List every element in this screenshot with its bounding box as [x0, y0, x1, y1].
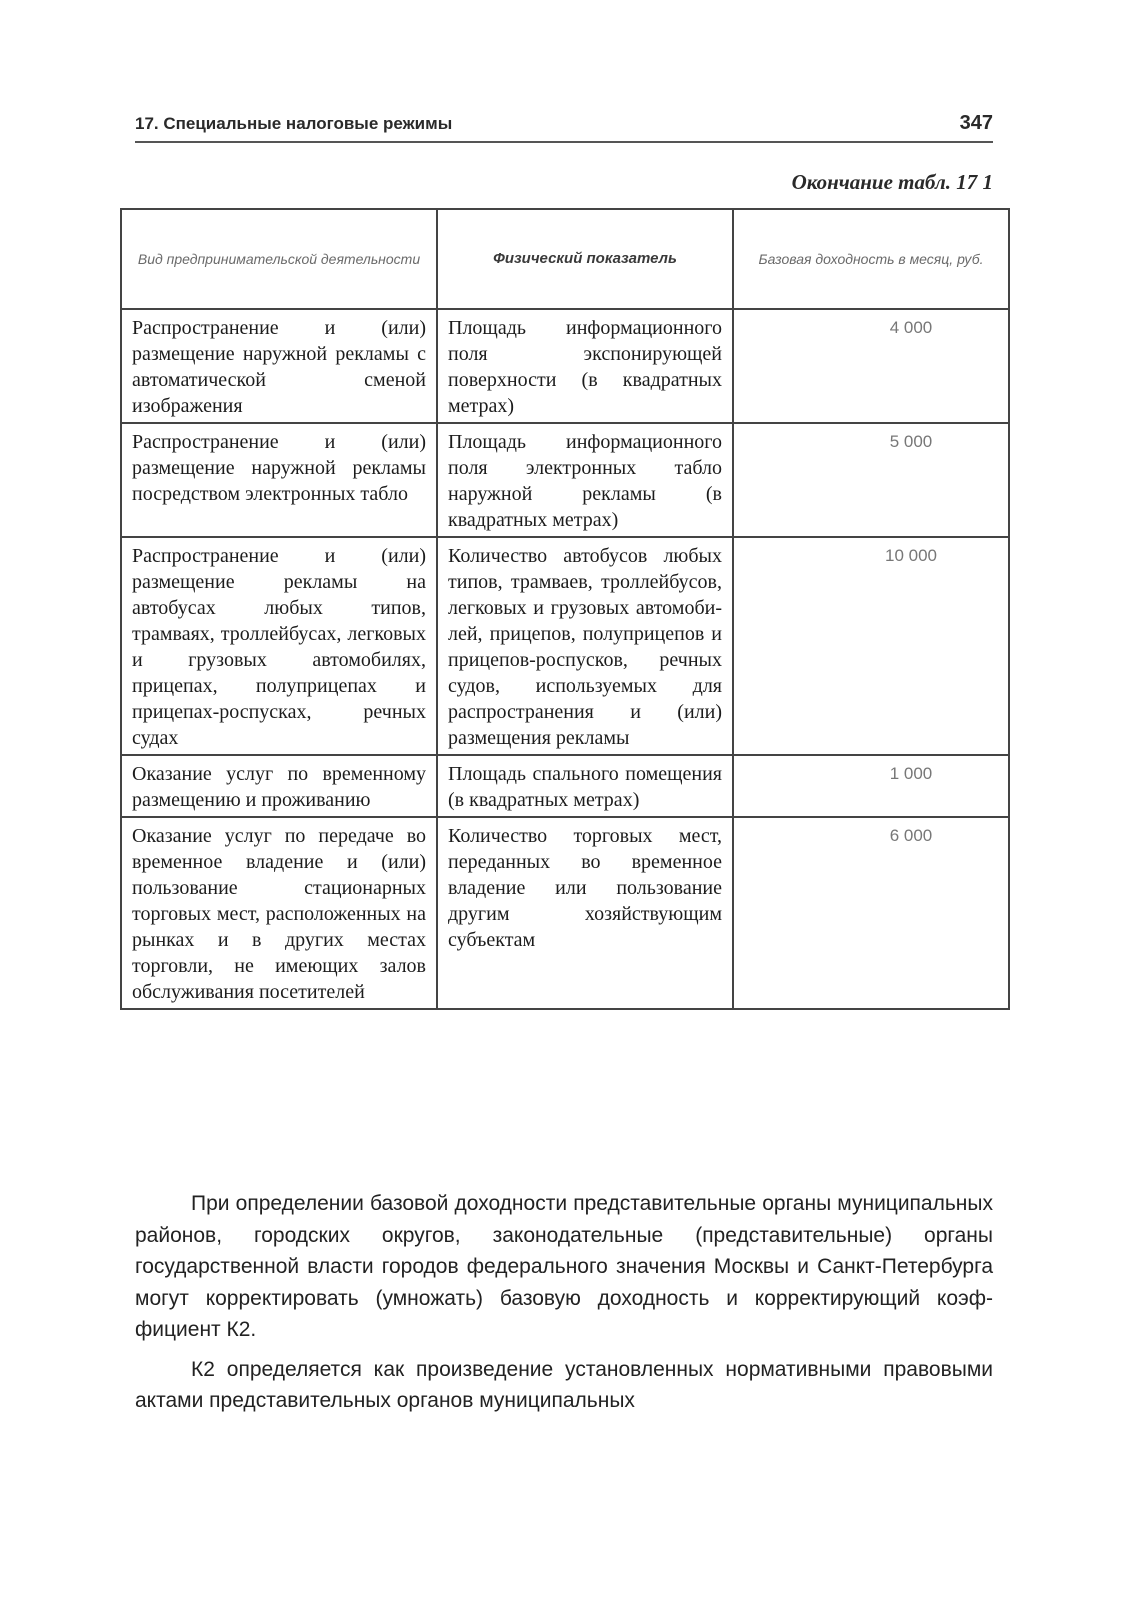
cell-value: 5 000: [733, 423, 1009, 537]
cell-value: 10 000: [733, 537, 1009, 755]
table-row: [121, 423, 1009, 537]
data-table: [120, 208, 1010, 1010]
paragraph: К2 определяется как произведение установленных нормативными правовыми актами представительных органов муниципальных: [135, 1357, 993, 1412]
cell-activity: Распространение и (или) размещение рекламы на автобусах любых типов, трамваях, троллейбусах, легковых и грузовых автомобилях, прицепах, полуприцепах и прицепах-роспусках, речных судах: [121, 537, 437, 755]
cell-indicator: Количество автобусов любых типов, трамваев, троллейбусов, легковых и грузовых автомобилей, прицепов, полуприцепов и прицепов-роспусков, речных судов, используемых для распространения и (или) размещения рекламы: [437, 537, 733, 755]
table-row: [121, 755, 1009, 817]
cell-activity: Оказание услуг по временному размещению и проживанию: [121, 755, 437, 817]
running-head: [135, 114, 993, 134]
cell-indicator: Площадь информационного поля электронных табло наружной рекламы (в квадратных метрах): [437, 423, 733, 537]
cell-indicator: Количество торговых мест, переданных во временное владение или пользование другим хозяйствующим субъектам: [437, 817, 733, 1009]
table-caption: Окончание табл. 17 1: [791, 170, 993, 194]
header-base-income: Базовая доходность в месяц, руб.: [733, 209, 1009, 309]
table-row: [121, 537, 1009, 755]
paragraph: При определении базовой доходности представительные органы муниципальных районов, городских округов, законодательные (представительные) органы государственной власти городов федерального значения Москвы и Санкт-Петербурга могут корректировать (умножать) базовую доходность и корректирующий коэффициент К2.: [135, 1192, 993, 1341]
running-title: 17. Специальные налоговые режимы: [135, 114, 453, 133]
cell-value: 6 000: [733, 817, 1009, 1009]
body-text: [135, 1188, 993, 1425]
header-rule: [135, 141, 993, 143]
cell-value: 4 000: [733, 309, 1009, 423]
page-number: 347: [959, 112, 993, 134]
table-row: [121, 309, 1009, 423]
header-activity: Вид предпринимательской деятельности: [121, 209, 437, 309]
cell-indicator: Площадь информационного поля экспонирующей поверхности (в квадратных метрах): [437, 309, 733, 423]
cell-activity: Распространение и (или) размещение наружной рекламы с автоматической сменой изображения: [121, 309, 437, 423]
table-header-row: [121, 209, 1009, 309]
table-row: [121, 817, 1009, 1009]
cell-value: 1 000: [733, 755, 1009, 817]
cell-activity: Распространение и (или) размещение наружной рекламы посредством электронных табло: [121, 423, 437, 537]
header-indicator: Физический показатель: [437, 209, 733, 309]
cell-activity: Оказание услуг по передаче во временное владение и (или) пользование стационарных торговых мест, расположенных на рынках и в других местах торговли, не имеющих залов обслуживания посетителей: [121, 817, 437, 1009]
cell-indicator: Площадь спального помещения (в квадратных метрах): [437, 755, 733, 817]
